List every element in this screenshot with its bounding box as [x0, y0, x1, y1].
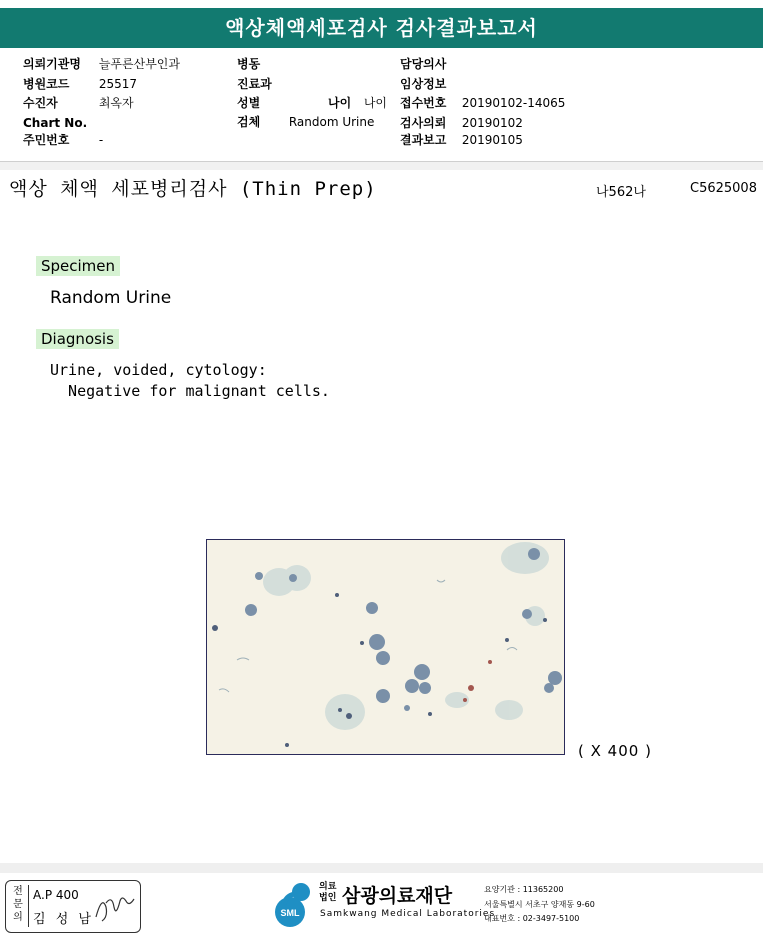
institution-label: 의뢰기관명 [23, 57, 81, 71]
org-address: 서울특별시 서초구 양재동 9-60 [484, 900, 595, 909]
age-label: 나이 [328, 96, 352, 110]
ward-row [237, 57, 264, 72]
diagnosis-line-2: Negative for malignant cells. [50, 382, 330, 400]
hospital-code-label: 병원코드 [23, 77, 70, 91]
id-value: - [98, 133, 104, 147]
org-prefix-2: 법인 [319, 893, 337, 903]
chart-label: Chart No. [23, 116, 88, 130]
patient-label: 수진자 [23, 96, 58, 110]
org-name: 삼광의료재단 [342, 885, 453, 907]
report-header-title: 액상체액세포검사 검사결과보고서 [0, 8, 763, 48]
report-code-a: 나562나 [596, 185, 646, 200]
org-institution-number: 요양기관 : 11365200 [484, 885, 564, 894]
cytology-image [206, 539, 565, 755]
id-label: 주민번호 [23, 133, 70, 147]
institution-value: 늘푸른산부인과 [98, 57, 180, 71]
sex-label: 성별 [237, 96, 261, 110]
doctor-row [400, 57, 450, 72]
org-prefix [319, 882, 336, 904]
receipt-value: 20190102-14065 [461, 96, 566, 110]
sml-logo [270, 880, 318, 932]
request-value: 20190102 [461, 116, 523, 130]
receipt-label: 접수번호 [400, 96, 447, 110]
department-label: 진료과 [237, 77, 272, 91]
handwritten-signature [92, 891, 136, 925]
sml-logo-icon [270, 880, 318, 928]
specialist-vertical-label: 전문의 [10, 885, 29, 927]
report-date-label: 결과보고 [400, 133, 447, 147]
age-value: 나이 [363, 96, 388, 110]
hospital-code-row [23, 77, 137, 92]
pathologist-signature-box [5, 880, 141, 933]
chart-row [23, 116, 99, 131]
sml-logo-text: SML [280, 908, 300, 918]
patient-row [23, 96, 134, 111]
report-title: 액상 체액 세포병리검사 (Thin Prep) [9, 178, 377, 200]
report-date-row [400, 133, 523, 148]
patient-value: 최옥자 [98, 96, 134, 110]
sex-row [237, 96, 264, 111]
specimen-result: Random Urine [50, 288, 172, 308]
org-english-name: Samkwang Medical Laboratories [320, 909, 496, 919]
request-label: 검사의뢰 [400, 116, 447, 130]
cytology-image-drawing [207, 540, 564, 754]
department-row [237, 77, 276, 92]
specimen-row [237, 115, 374, 130]
footer-band [0, 863, 763, 873]
org-prefix-1: 의료 [319, 882, 337, 892]
doctor-label: 담당의사 [400, 57, 447, 71]
diagnosis-line-1: Urine, voided, cytology: [50, 361, 267, 379]
header-band [0, 162, 763, 170]
report-date-value: 20190105 [461, 133, 523, 147]
receipt-row [400, 96, 565, 111]
ward-label: 병동 [237, 57, 261, 71]
hospital-code-value: 25517 [98, 77, 138, 91]
clinical-label: 임상정보 [400, 77, 447, 91]
specimen-value: Random Urine [288, 115, 375, 129]
specimen-label: 검체 [237, 115, 261, 129]
org-phone: 대표번호 : 02-3497-5100 [484, 914, 580, 923]
clinical-row [400, 77, 450, 92]
diagnosis-heading: Diagnosis [36, 329, 119, 349]
institution-row [23, 57, 180, 72]
magnification-label: ( X 400 ) [578, 742, 652, 760]
id-row [23, 133, 103, 148]
request-row [400, 116, 523, 131]
pathologist-license: A.P 400 [33, 888, 79, 902]
age-row [328, 96, 387, 111]
report-code-b: C5625008 [690, 181, 757, 196]
specimen-heading: Specimen [36, 256, 120, 276]
pathologist-name: 김 성 남 [33, 912, 94, 927]
